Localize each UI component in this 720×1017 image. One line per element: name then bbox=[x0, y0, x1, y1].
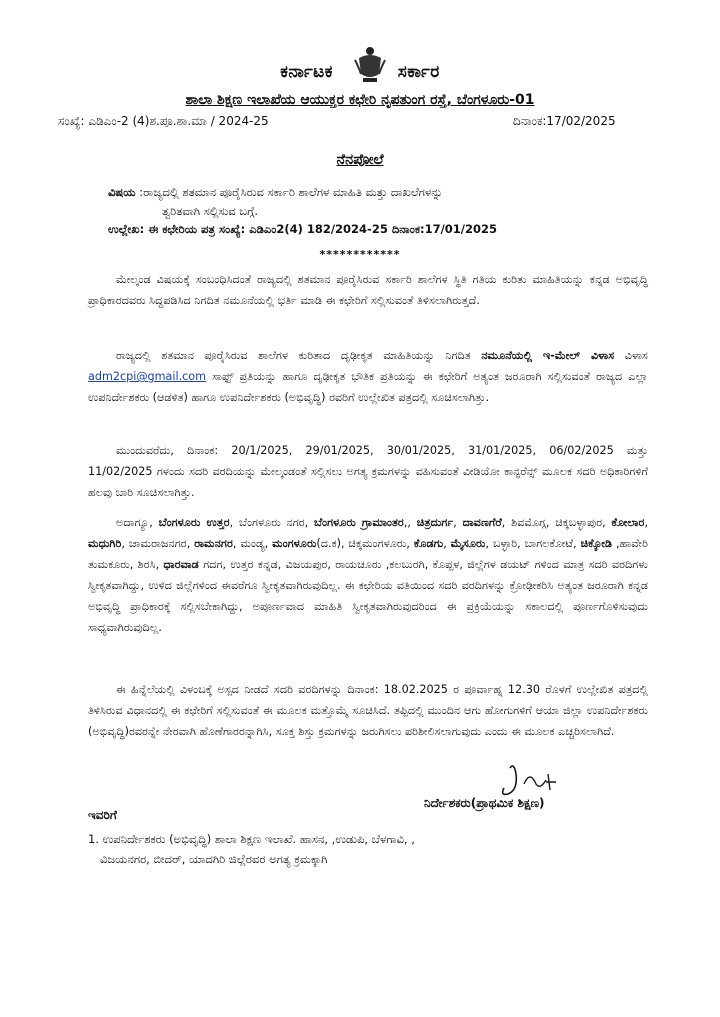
paragraph-5-text: ಈ ಹಿನ್ನೆಲೆಯಲ್ಲಿ ವಿಳಂಬಕ್ಕೆ ಅಸ್ಪದ ನೀಡದೆ ಸದರಿ ವರದಿಗಳನ್ನು ದಿನಾಂಕ: 18.02.2025 ರ ಪೂರ್ವಾಹ್ನ 12.30 ರೊಳಗೆ ಉಲ್ಲೇಖಿತ ಪತ್ರದಲ್ಲಿ ತಿಳಿಸಿರುವ ವಿಧಾನದಲ್ಲಿ ಈ ಕಛೇರಿಗೆ ಸಲ್ಲಿಸುವಂತೆ ಈ ಮೂಲಕ ಮತ್ತೊಮ್ಮೆ ಸೂಚಿಸಿದೆ. ತಪ್ಪಿದಲ್ಲಿ ಮುಂದಿನ ಆಗು ಹೋಗುಗಳಿಗೆ ಆಯಾ ಜಿಲ್ಲಾ ಉಪನಿರ್ದೇಶಕರು (ಅಭಿವೃದ್ಧಿ)ರವರನ್ನೇ ನೇರವಾಗಿ ಹೊಣೆಗಾರರನ್ನಾಗಿಸಿ, ಸೂಕ್ತ ಶಿಸ್ತು ಕ್ರಮಗಳನ್ನು ಜರುಗಿಸಲು ಪರಿಶೀಲಿಸಲಾಗುವುದು ಎಂದು ಈ ಮೂಲಕ ಎಚ್ಚರಿಸಲಾಗಿದೆ. bbox=[88, 683, 648, 738]
p4-bold: ಬೆಂಗಳೂರು ಉತ್ತರ bbox=[158, 516, 230, 529]
p4-bold: ಧಾರವಾಡ bbox=[163, 558, 199, 571]
p4-bold: ಬೆಂಗಳೂರು ಗ್ರಾಮಾಂತರ bbox=[314, 516, 404, 529]
signatory-title: ನಿರ್ದೇಶಕರು(ಪ್ರಾಥಮಿಕ ಶಿಕ್ಷಣ) bbox=[424, 796, 545, 810]
p4-bold: ದಾವಣಗೆರೆ bbox=[462, 516, 502, 529]
paragraph-3-text: ಮುಂದುವರೆದು, ದಿನಾಂಕ: 20/1/2025, 29/01/2025, 30/01/2025, 31/01/2025, 06/02/2025 ಮತ್ತು 11/02/2025 ಗಳಂದು ಸದರಿ ವರದಿಯನ್ನು ಮೇಲ್ಕಂಡಂತೆ ಸಲ್ಲಿಸಲು ಅಗತ್ಯ ಕ್ರಮಗಳನ್ನು ವಹಿಸುವಂತೆ ವೀಡಿಯೋ ಕಾನ್ಫರೆನ್ಸ್ ಮೂಲಕ ಸದರಿ ಅಧಿಕಾರಿಗಳಿಗೆ ಹಲವು ಬಾರಿ ಸೂಚಿಸಲಾಗಿತ್ತು. bbox=[88, 444, 648, 499]
paragraph-2 bbox=[88, 345, 648, 408]
email-link[interactable]: adm2cpi@gmail.com bbox=[88, 370, 207, 383]
paragraph-3 bbox=[88, 440, 648, 503]
letter-date: ದಿನಾಂಕ:17/02/2025 bbox=[513, 114, 616, 128]
recipient-line-2: ವಿಜಯನಗರ, ಬೀದರ್, ಯಾದಗಿರಿ ಜಿಲ್ಲೆರವರ ಅಗತ್ಯ ಕ್ರಮಕ್ಕಾಗಿ bbox=[100, 852, 328, 866]
document-heading: ನೆನಪೋಲೆ bbox=[336, 152, 384, 168]
office-address: ಶಾಲಾ ಶಿಕ್ಷಣ ಇಲಾಖೆಯ ಆಯುಕ್ತರ ಕಛೇರಿ ನೃಪತುಂಗ ರಸ್ತೆ, ಬೆಂಗಳೂರು-01 bbox=[185, 92, 535, 108]
subject-line1: :ರಾಜ್ಯದಲ್ಲಿ ಶತಮಾನ ಪೂರೈಸಿರುವ ಸರ್ಕಾರಿ ಶಾಲೆಗಳ ಮಾಹಿತಿ ಮತ್ತು ದಾಖಲೆಗಳನ್ನು bbox=[135, 185, 443, 199]
p4-seg: ಅದಾಗ್ಯೂ, bbox=[116, 516, 159, 529]
p4-bold: ಚಿಕ್ಕೋಡಿ bbox=[580, 537, 613, 550]
p4-seg: , ಶಿವಮೊಗ್ಗ, ಚಿಕ್ಕಬಳ್ಳಾಪುರ, bbox=[501, 516, 612, 529]
reference-line: ಉಲ್ಲೇಖ: ಈ ಕಛೇರಿಯ ಪತ್ರ ಸಂಖ್ಯೆ: ಎಡಿಎಂ2(4) 182/2024-25 ದಿನಾಂಕ:17/01/2025 bbox=[108, 222, 498, 236]
p4-seg: , bbox=[443, 537, 451, 550]
p4-bold: ರಾಮನಗರ bbox=[194, 537, 233, 550]
p4-bold: ಮೈಸೂರು bbox=[450, 537, 486, 550]
paragraph-5 bbox=[88, 679, 648, 742]
paragraph-2-text-c: ಸಾಫ್ಟ್ ಪ್ರತಿಯನ್ನು ಹಾಗೂ ದೃಢೀಕೃತ ಭೌತಿಕ ಪ್ರತಿಯನ್ನು ಈ ಕಛೇರಿಗೆ ಅತ್ಯಂತ ಜರೂರಾಗಿ ಸಲ್ಲಿಸುವಂತೆ ರಾಜ್ಯದ ಎಲ್ಲಾ ಉಪನಿರ್ದೇಶಕರು (ಆಡಳಿತ) ಹಾಗೂ ಉಪನಿರ್ದೇಶಕರು (ಅಭಿವೃದ್ಧಿ) ರವರಿಗೆ ಉಲ್ಲೇಖಿತ ಪತ್ರದಲ್ಲಿ ಸೂಚಿಸಲಾಗಿತ್ತು. bbox=[88, 370, 648, 404]
gov-title-left: ಕರ್ನಾಟಕ bbox=[280, 62, 333, 82]
p4-seg: , ಬೆಂಗಳೂರು ನಗರ, bbox=[229, 516, 315, 529]
p4-bold: ಮಧುಗಿರಿ bbox=[88, 537, 122, 550]
paragraph-4 bbox=[88, 512, 648, 638]
p4-bold: ಚಿತ್ರದುರ್ಗ bbox=[416, 516, 454, 529]
p4-seg: , bbox=[644, 516, 648, 529]
p4-seg: , ಬಳ್ಳಾರಿ, ಬಾಗಲಕೋಟೆ, bbox=[485, 537, 581, 550]
p4-bold: ಕೊಡಗು bbox=[413, 537, 444, 550]
subject-line2: ತ್ವರಿತವಾಗಿ ಸಲ್ಲಿಸುವ ಬಗ್ಗೆ. bbox=[162, 204, 259, 218]
p4-seg: ಗದಗ, ಉತ್ತರ ಕನ್ನಡ, ವಿಜಯಪುರ, ರಾಯಚೂರು ,ಕಲಬುರಗಿ, ಕೊಪ್ಪಳ, ಜಿಲ್ಲೆಗಳ ಡಯಟ್ ಗಳಿಂದ ಮಾತ್ರ ಸದರಿ ವರದಿಗಳು ಸ್ವೀಕೃತವಾಗಿದ್ದು, ಉಳಿದ ಜಿಲ್ಲೆಗಳಿಂದ ಈವರೆಗೂ ಸ್ವೀಕೃತವಾಗಿರುವುದಿಲ್ಲ. ಈ ಕಛೇರಿಯ ವತಿಯಿಂದ ಸದರಿ ವರದಿಗಳನ್ನು ಕ್ರೋಢೀಕರಿಸಿ ಅತ್ಯಂತ ಜರೂರಾಗಿ ಕನ್ನಡ ಅಭಿವೃದ್ಧಿ ಪ್ರಾಧಿಕಾರಕ್ಕೆ ಸಲ್ಲಿಸಬೇಕಾಗಿದ್ದು, ಅಪೂರ್ಣವಾದ ಮಾಹಿತಿ ಸ್ವೀಕೃತವಾಗಿರುವುದರಿಂದ ಈ ಪ್ರಕ್ರಿಯೆಯನ್ನು ಸಕಾಲದಲ್ಲಿ ಪೂರ್ಣಗೊಳಿಸುವುದು ಸಾಧ್ಯವಾಗಿರುವುದಿಲ್ಲ. bbox=[88, 558, 648, 634]
p4-seg: ,, bbox=[403, 516, 417, 529]
p4-seg: , ಮಂಡ್ಯ, bbox=[232, 537, 273, 550]
p4-seg: , ಚಾಮರಾಜನಗರ, bbox=[121, 537, 195, 550]
paragraph-1-text: ಮೇಲ್ಕಂಡ ವಿಷಯಕ್ಕೆ ಸಂಬಂಧಿಸಿದಂತೆ ರಾಜ್ಯದಲ್ಲಿ ಶತಮಾನ ಪೂರೈಸಿರುವ ಸರ್ಕಾರಿ ಶಾಲೆಗಳ ಸ್ಥಿತಿ ಗತಿಯ ಕುರಿತು ಮಾಹಿತಿಯನ್ನು ಕನ್ನಡ ಅಭಿವೃದ್ಧಿ ಪ್ರಾಧಿಕಾರದವರು ಸಿದ್ದಪಡಿಸಿದ ನಿಗದಿತ ನಮೂನೆಯಲ್ಲಿ ಭರ್ತಿ ಮಾಡಿ ಈ ಕಛೇರಿಗೆ ಸಲ್ಲಿಸುವಂತೆ ತಿಳಿಸಲಾಗಿರುತ್ತದೆ. bbox=[88, 273, 648, 307]
subject-label: ವಿಷಯ bbox=[108, 185, 136, 199]
p4-seg: (ದ.ಕ), ಚಿಕ್ಕಮಂಗಳೂರು, bbox=[316, 537, 414, 550]
karnataka-emblem-icon bbox=[351, 44, 389, 86]
recipient-line-1: 1. ಉಪನಿರ್ದೇಶಕರು (ಅಭಿವೃದ್ಧಿ) ಶಾಲಾ ಶಿಕ್ಷಣ ಇಲಾಖೆ. ಹಾಸನ, ,ಉಡುಪಿ, ಬೆಳಗಾವಿ, , bbox=[88, 832, 415, 846]
paragraph-2-text-a: ರಾಜ್ಯದಲ್ಲಿ ಶತಮಾನ ಪೂರೈಸಿರುವ ಶಾಲೆಗಳ ಕುರಿತಾದ ದೃಢೀಕೃತ ಮಾಹಿತಿಯನ್ನು ನಿಗದಿತ bbox=[116, 349, 482, 362]
reference-number: ಸಂಖ್ಯೆ: ಎಡಿಎಂ-2 (4)ಶ.ಪೂ.ಶಾ.ಮಾ / 2024-25 bbox=[58, 114, 269, 128]
p4-bold: ಕೋಲಾರ bbox=[611, 516, 645, 529]
gov-title-right: ಸರ್ಕಾರ bbox=[397, 62, 440, 82]
paragraph-2-bold: ನಮೂನೆಯಲ್ಲಿ ಇ-ಮೇಲ್ ವಿಳಾಸ bbox=[481, 349, 615, 362]
paragraph-1 bbox=[88, 269, 648, 311]
subject-block bbox=[108, 183, 648, 221]
separator-stars: ************ bbox=[319, 248, 401, 261]
paragraph-2-text-b: ವಿಳಾಸ bbox=[614, 349, 648, 362]
recipients-label: ಇವರಿಗೆ bbox=[88, 808, 117, 822]
p4-seg: ,ಹಾವೇರಿ ತುಮಕೂರು, ಶಿರಸಿ, bbox=[88, 537, 648, 571]
p4-seg: , bbox=[453, 516, 463, 529]
p4-bold: ಮಂಗಳೂರು bbox=[272, 537, 317, 550]
